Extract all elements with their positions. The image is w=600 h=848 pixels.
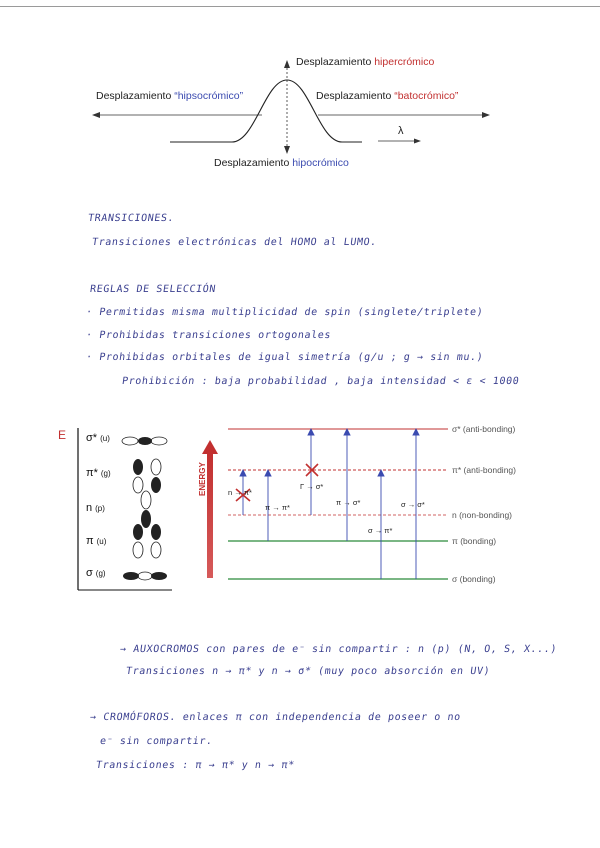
transition-label-n-sigmastar: Γ → σ* [300, 482, 324, 491]
rule-1: · Permitidas misma multiplicidad de spin (singlete/triplete) [85, 307, 485, 318]
transition-label-sigma-pistar: σ → π* [368, 526, 393, 535]
level-label-sigma-star: σ* (anti-bonding) [452, 424, 516, 434]
transiciones-title: TRANSICIONES. [87, 213, 175, 224]
orbital-sigma-star: σ* (u) [86, 432, 110, 444]
hypsochromic-label: Desplazamiento “hipsocrómico” [96, 90, 244, 102]
hypochromic-label: Desplazamiento hipocrómico [214, 157, 349, 169]
energy-arrow-shaft [207, 452, 213, 578]
auxocromos-transitions: Transiciones n → π* y n → σ* (muy poco absorción en UV) [125, 666, 491, 677]
orbital-pi-star: π* (g) [86, 467, 111, 479]
forbidden-cross-icon [306, 464, 318, 476]
lambda-label: λ [398, 125, 404, 137]
transition-label-pi-pistar: π → π* [265, 503, 290, 512]
cromoforos-transitions: Transiciones : π → π* y n → π* [95, 760, 296, 771]
level-label-pi-star: π* (anti-bonding) [452, 465, 516, 475]
arrowhead-icon [265, 470, 271, 476]
orbital-n: n (p) [86, 502, 105, 514]
energy-axis-label: ENERGY [198, 462, 207, 496]
arrowhead-icon [308, 429, 314, 435]
auxocromos-line: → AUXOCROMOS con pares de e⁻ sin compartir : n (p) (N, O, S, X...) [119, 644, 558, 655]
rule-4: Prohibición : baja probabilidad , baja intensidad < ε < 1000 [121, 376, 521, 387]
energy-letter: E [58, 428, 67, 442]
rule-2: · Prohibidas transiciones ortogonales [85, 330, 332, 341]
arrowhead-icon [413, 429, 419, 435]
rule-3: · Prohibidas orbitales de igual simetría (g/u ; g → sin mu.) [85, 352, 485, 363]
hyperchromic-label: Desplazamiento hipercrómico [296, 56, 435, 68]
level-label-n: n (non-bonding) [452, 510, 513, 520]
transition-label-sigma-sigmastar: σ → σ* [401, 500, 425, 509]
cromoforos-line: → CROMÓFOROS. enlaces π con independencia de poseer o no [89, 712, 462, 723]
arrowhead-icon [344, 429, 350, 435]
arrowhead-icon [240, 470, 246, 476]
cromoforos-line-2: e⁻ sin compartir. [99, 736, 214, 747]
bathochromic-label: Desplazamiento “batocrómico” [316, 90, 459, 102]
level-label-pi: π (bonding) [452, 536, 497, 546]
transition-label-n-pistar: n → π* [228, 488, 252, 497]
arrowhead-icon [378, 470, 384, 476]
transiciones-line: Transiciones electrónicas del HOMO al LUMO. [91, 237, 378, 248]
orbital-pi: π (u) [86, 535, 107, 547]
energy-arrow-head-icon [202, 440, 218, 454]
level-label-sigma: σ (bonding) [452, 574, 496, 584]
reglas-title: REGLAS DE SELECCIÓN [89, 284, 217, 295]
orbital-sigma: σ (g) [86, 567, 106, 579]
transition-label-pi-sigmastar: π → σ* [336, 498, 361, 507]
